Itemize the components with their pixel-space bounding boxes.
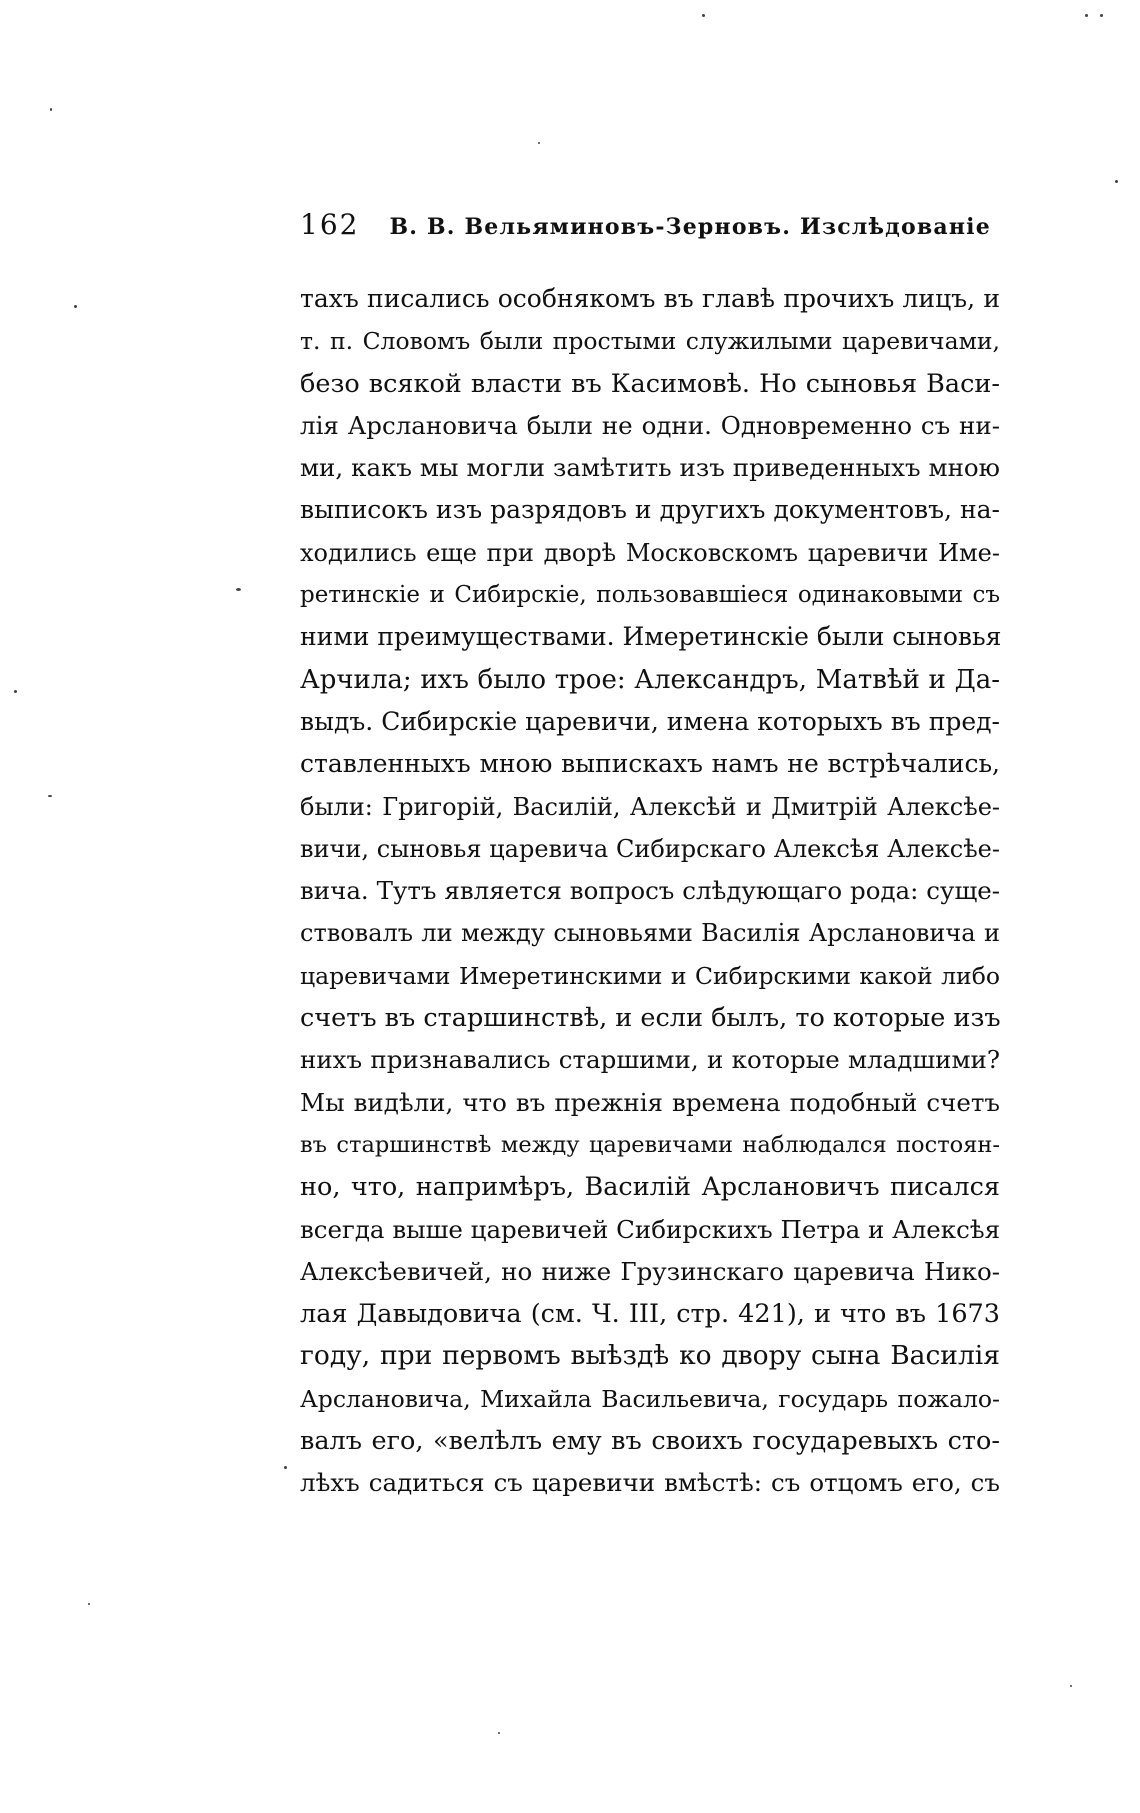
scan-speck [538, 142, 540, 144]
text-line: ставленныхъ мною выпискахъ намъ не встрѣчались, [300, 749, 1000, 779]
text-line: царевичами Имеретинскими и Сибирскими какой либо [300, 961, 1000, 990]
text-line: лѣхъ садиться съ царевичи вмѣстѣ: съ отцомъ его, съ [300, 1468, 1000, 1498]
scan-speck [1100, 14, 1103, 17]
scan-speck [50, 108, 52, 111]
text-line: вичи, сыновья царевича Сибирскаго Алексѣя Алексѣе- [300, 834, 1000, 863]
text-line: году, при первомъ выѣздѣ ко двору сына Василія [300, 1340, 1000, 1372]
text-line: т. п. Словомъ были простыми служилыми царевичами, [300, 327, 1000, 356]
text-line: ми, какъ мы могли замѣтить изъ приведенныхъ мною [300, 453, 1000, 483]
scan-speck [498, 1732, 500, 1734]
text-line: безо всякой власти въ Касимовѣ. Но сыновья Васи- [300, 368, 1000, 399]
text-line: лія Арслановича были не одни. Одновременно съ ни- [300, 410, 1000, 440]
text-line: ретинскіе и Сибирскіе, пользовавшіеся одинаковыми съ [300, 582, 1000, 609]
text-line: выдъ. Сибирскіе царевичи, имена которыхъ въ пред- [300, 706, 1000, 736]
scan-speck [74, 305, 77, 308]
scan-speck [48, 795, 52, 797]
text-line: въ старшинствѣ между царевичами наблюдался постоян- [300, 1131, 1000, 1158]
running-title: В. В. Вельяминовъ-Зерновъ. Изслѣдованіе [389, 214, 991, 240]
text-line: выписокъ изъ разрядовъ и другихъ документовъ, на- [300, 495, 1000, 525]
text-line: Арслановича, Михайла Васильевича, государь пожало- [300, 1384, 1000, 1413]
text-line: валъ его, «велѣлъ ему въ своихъ государевыхъ сто- [300, 1426, 1000, 1457]
text-line: но, что, напримѣръ, Василій Арслановичъ писался [300, 1172, 1000, 1203]
text-line: ходились еще при дворѣ Московскомъ царевичи Име- [300, 538, 1000, 567]
text-line: Мы видѣли, что въ прежнія времена подобный счетъ [300, 1087, 1000, 1117]
text-line: были: Григорій, Василій, Алексѣй и Дмитрій Алексѣе- [300, 792, 1000, 821]
scan-speck [14, 690, 17, 693]
text-line: Арчила; ихъ было трое: Александръ, Матвѣй и Да- [300, 664, 1000, 695]
scan-speck [284, 1466, 287, 1469]
text-line: Алексѣевичей, но ниже Грузинскаго царевича Нико- [300, 1256, 1000, 1286]
scan-speck [236, 588, 241, 591]
scan-speck [1085, 14, 1088, 17]
scan-speck [1115, 180, 1118, 183]
scan-speck [702, 14, 705, 17]
body-text [300, 278, 1000, 1505]
text-line: ствовалъ ли между сыновьями Василія Арслановича и [300, 919, 1000, 948]
text-line: нихъ признавались старшими, и которые младшими? [300, 1045, 1000, 1075]
text-line: тахъ писались особнякомъ въ главѣ прочихъ лицъ, и [300, 284, 1000, 313]
text-line: счетъ въ старшинствѣ, и если былъ, то которые изъ [300, 1003, 1001, 1034]
text-line: всегда выше царевичей Сибирскихъ Петра и Алексѣя [300, 1214, 1001, 1244]
scan-speck [1070, 1685, 1072, 1687]
page-number: 162 [300, 208, 360, 241]
text-line: лая Давыдовича (см. Ч. III, стр. 421), и что въ 1673 [300, 1299, 1000, 1330]
page-header [300, 208, 1000, 248]
scan-speck [88, 1603, 90, 1605]
text-line: вича. Тутъ является вопросъ слѣдующаго рода: суще- [300, 876, 1000, 906]
text-line: ними преимуществами. Имеретинскіе были сыновья [300, 622, 1002, 652]
